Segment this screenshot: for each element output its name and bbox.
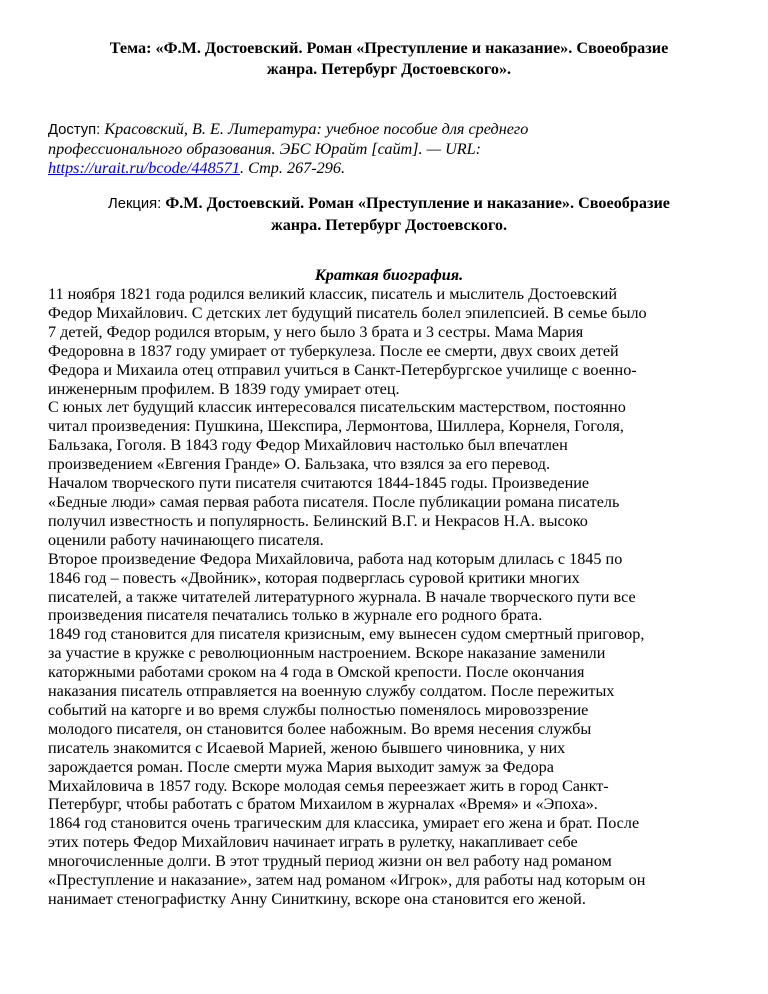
topic-title	[48, 38, 730, 80]
text-line: Бальзака, Гоголя. В 1843 году Федор Михайлович настолько был впечатлен	[48, 436, 568, 455]
lecture-title	[48, 193, 730, 236]
topic-line-2: жанра. Петербург Достоевского».	[266, 60, 512, 78]
text-line: событий на каторге и во время службы полностью поменялось мировоззрение	[48, 700, 589, 719]
section-heading: Краткая биография.	[314, 266, 464, 284]
lecture-line-2	[48, 215, 730, 236]
biography-text	[48, 285, 730, 909]
text-line: произведением «Евгения Гранде» О. Бальзака, что взялся за его перевод.	[48, 455, 551, 474]
access-label: Доступ:	[48, 122, 101, 138]
text-line: наказания писатель отправляется на военную службу солдатом. После пережитых	[48, 682, 615, 701]
reference-pages: . Стр. 267-296.	[240, 159, 345, 177]
text-line: произведения писателя печатались только в журнале его родного брата.	[48, 606, 543, 625]
text-line: этих потерь Федор Михайлович начинает играть в рулетку, накапливает себе	[48, 833, 578, 852]
reference-text-1: Красовский, В. Е. Литература: учебное пособие для среднего	[104, 120, 529, 138]
text-line: получил известность и популярность. Белинский В.Г. и Некрасов Н.А. высоко	[48, 511, 588, 530]
lecture-label: Лекция:	[108, 196, 162, 212]
reference-link[interactable]: https://urait.ru/bcode/448571	[48, 159, 240, 177]
text-line: 11 ноября 1821 года родился великий классик, писатель и мыслитель Достоевский	[48, 285, 618, 303]
lecture-title-1: Ф.М. Достоевский. Роман «Преступление и наказание». Своеобразие	[165, 194, 670, 212]
text-line: за участие в кружке с революционным настроением. Вскоре наказание заменили	[48, 644, 606, 663]
access-reference	[48, 120, 730, 178]
text-line: зарождается роман. После смерти мужа Мария выходит замуж за Федора	[48, 757, 554, 776]
text-line: каторжными работами сроком на 4 года в Омской крепости. После окончания	[48, 663, 585, 682]
text-line: писателей, а также читателей литературного журнала. В начале творческого пути все	[48, 587, 636, 606]
access-line-1	[48, 120, 730, 140]
text-line: 1864 год становится очень трагическим для классика, умирает его жена и брат. После	[48, 814, 640, 833]
text-line: Федор Михайлович. С детских лет будущий писатель болел эпилепсией. В семье было	[48, 303, 647, 322]
text-line: «Преступление и наказание», затем над романом «Игрок», для работы над которым он	[48, 871, 646, 890]
text-line: молодого писателя, он становится более набожным. Во время несения службы	[48, 719, 592, 738]
text-line: С юных лет будущий классик интересовался писательским мастерством, постоянно	[48, 398, 626, 417]
text-line: Петербург, чтобы работать с братом Михаилом в журналах «Время» и «Эпоха».	[48, 795, 598, 814]
text-line: Михайловича в 1857 году. Вскоре молодая семья переезжает жить в город Санкт-	[48, 776, 609, 795]
document-page	[48, 38, 730, 909]
text-line: «Бедные люди» самая первая работа писателя. После публикации романа писатель	[48, 492, 620, 511]
text-line: 1846 год – повесть «Двойник», которая подверглась суровой критики многих	[48, 568, 580, 587]
text-line: Второе произведение Федора Михайловича, работа над которым длилась с 1845 по	[48, 549, 623, 568]
text-line: Федоровна в 1837 году умирает от туберкулеза. После ее смерти, двух своих детей	[48, 341, 619, 360]
text-line: нанимает стенографистку Анну Синиткину, вскоре она становится его женой.	[48, 890, 586, 908]
text-line: читал произведения: Пушкина, Шекспира, Лермонтова, Шиллера, Корнеля, Гоголя,	[48, 417, 624, 436]
lecture-title-2: жанра. Петербург Достоевского.	[270, 216, 508, 234]
text-line: писатель знакомится с Исаевой Марией, женою бывшего чиновника, у них	[48, 738, 566, 757]
text-line: 1849 год становится для писателя кризисным, ему вынесен судом смертный приговор,	[48, 625, 645, 644]
text-line: Федора и Михаила отец отправил учиться в Санкт-Петербургское училище с военно-	[48, 360, 637, 379]
text-line: оценили работу начинающего писателя.	[48, 530, 324, 549]
lecture-line-1	[48, 193, 730, 215]
text-line: инженерным профилем. В 1839 году умирает отец.	[48, 379, 400, 398]
access-line-3	[48, 159, 730, 178]
text-line: Началом творческого пути писателя считаются 1844-1845 годы. Произведение	[48, 474, 590, 493]
text-line: многочисленные долги. В этот трудный период жизни он вел работу над романом	[48, 852, 612, 871]
reference-text-2: профессионального образования. ЭБС Юрайт [сайт]. — URL:	[48, 140, 482, 158]
text-line: 7 детей, Федор родился вторым, у него было 3 брата и 3 сестры. Мама Мария	[48, 322, 584, 341]
topic-line-1: Тема: «Ф.М. Достоевский. Роман «Преступление и наказание». Своеобразие	[109, 39, 669, 57]
